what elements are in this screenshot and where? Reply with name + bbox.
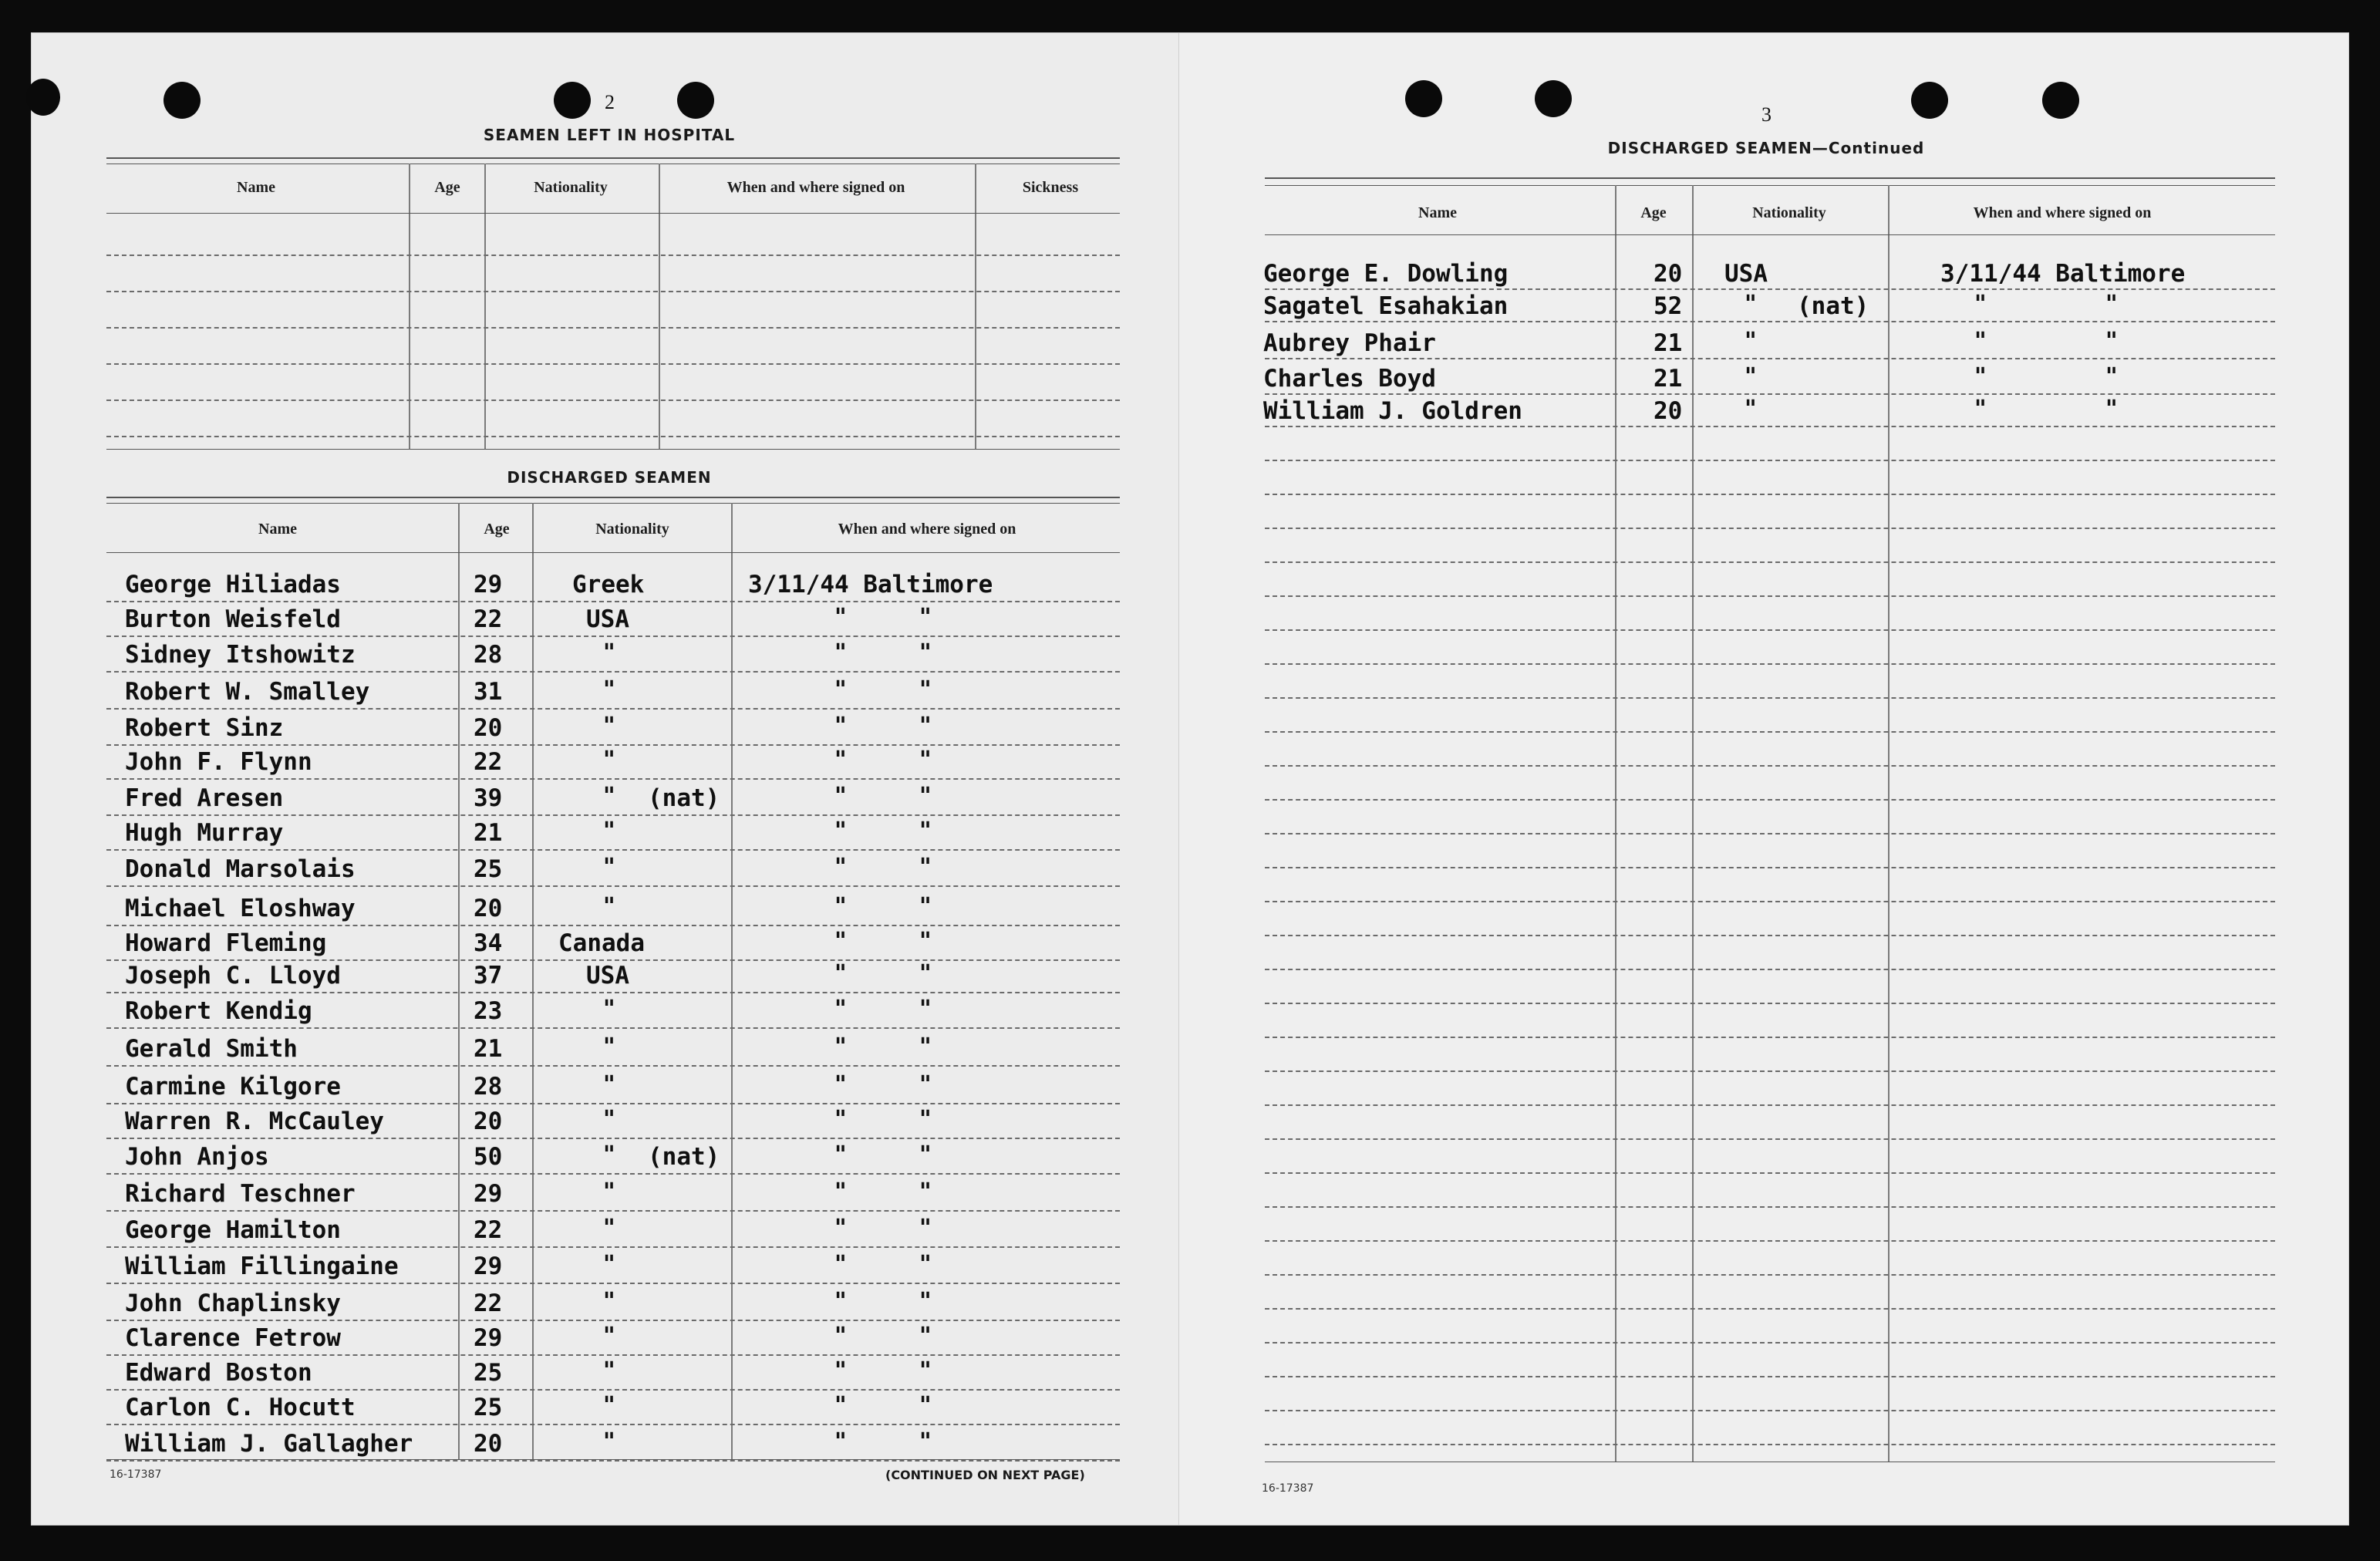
- seaman-name: Clarence Fetrow: [125, 1324, 341, 1352]
- nationality-ditto-mark: ": [603, 639, 615, 666]
- place-ditto-mark: ": [919, 1357, 932, 1384]
- discharged-header-rule: [106, 552, 1120, 553]
- seaman-name: Aubrey Phair: [1263, 329, 1436, 357]
- hospital-row-line: [106, 255, 1120, 257]
- date-ditto-mark: ": [834, 713, 847, 740]
- seaman-name: John Anjos: [125, 1143, 269, 1171]
- nationality-ditto-mark: ": [603, 854, 615, 881]
- seaman-age: 28: [474, 1073, 503, 1101]
- seaman-name: William Fillingaine: [125, 1253, 399, 1280]
- continued-title: DISCHARGED SEAMEN—Continued: [1607, 139, 1925, 157]
- seaman-age: 23: [474, 997, 503, 1025]
- seaman-name: Robert Kendig: [125, 997, 312, 1025]
- table-row-line: [1265, 731, 2275, 733]
- col-header: Name: [1418, 204, 1457, 221]
- seaman-age: 39: [474, 784, 503, 812]
- date-ditto-mark: ": [834, 960, 847, 987]
- seaman-age: 28: [474, 641, 503, 669]
- discharged-bottom-rule: [106, 1459, 1120, 1460]
- discharged-row-line: [106, 601, 1120, 603]
- discharged-row-line: [106, 1173, 1120, 1175]
- discharged-top-rule: [106, 497, 1120, 498]
- seaman-name: Edward Boston: [125, 1359, 312, 1387]
- table-row-line: [1265, 799, 2275, 801]
- table-row-line: [1265, 629, 2275, 632]
- seaman-name: George Hiliadas: [125, 571, 341, 598]
- hospital-top-rule: [106, 157, 1120, 159]
- seaman-age: 31: [474, 678, 503, 706]
- hospital-col-divider: [409, 164, 410, 449]
- discharged-row-line: [106, 708, 1120, 710]
- seaman-age: 21: [474, 819, 503, 847]
- hospital-col-header: Age: [434, 179, 460, 196]
- form-number: 16-17387: [1262, 1482, 1314, 1495]
- table-row-line: [1265, 1138, 2275, 1141]
- date-ditto-mark: ": [834, 1071, 847, 1098]
- left-page: [31, 32, 1189, 1526]
- discharged-row-line: [106, 1354, 1120, 1357]
- place-ditto-mark: ": [919, 747, 932, 774]
- nationality-ditto-mark: ": [603, 1215, 615, 1242]
- date-ditto-mark: ": [1974, 291, 1987, 318]
- seaman-age: 21: [1654, 329, 1683, 357]
- header-rule: [1265, 234, 2275, 235]
- discharged-row-line: [106, 1210, 1120, 1212]
- nationality-ditto-mark: ": [603, 676, 615, 703]
- seaman-age: 52: [1654, 292, 1683, 320]
- place-ditto-mark: ": [919, 818, 932, 845]
- table-row-line: [1265, 1070, 2275, 1073]
- hospital-col-header: Sickness: [1022, 179, 1079, 196]
- seaman-name: William J. Gallagher: [125, 1430, 413, 1458]
- discharged-row-line: [106, 1424, 1120, 1426]
- seaman-age: 22: [474, 605, 503, 633]
- place-ditto-mark: ": [2105, 291, 2118, 318]
- seaman-nationality: USA: [586, 962, 629, 990]
- seaman-name: George Hamilton: [125, 1216, 341, 1244]
- seaman-age: 21: [474, 1035, 503, 1063]
- table-row-line: [1265, 1342, 2275, 1344]
- page-number: 2: [605, 91, 615, 113]
- seaman-age: 29: [474, 571, 503, 598]
- seaman-nat-note: (nat): [1797, 292, 1869, 320]
- table-row-line: [1265, 393, 2275, 396]
- discharged-row-line: [106, 1065, 1120, 1067]
- date-ditto-mark: ": [834, 1251, 847, 1278]
- nationality-ditto-mark: ": [603, 1033, 615, 1060]
- place-ditto-mark: ": [919, 1178, 932, 1205]
- discharged-col-header: Age: [484, 521, 510, 538]
- place-ditto-mark: ": [919, 996, 932, 1023]
- col-header: Age: [1640, 204, 1667, 221]
- table-top-rule: [1265, 177, 2275, 179]
- date-ditto-mark: ": [834, 747, 847, 774]
- place-ditto-mark: ": [919, 960, 932, 987]
- discharged-col-header: Nationality: [595, 521, 669, 538]
- place-ditto-mark: ": [2105, 396, 2118, 423]
- nationality-ditto-mark: ": [603, 1323, 615, 1350]
- discharged-row-line: [106, 1103, 1120, 1105]
- place-ditto-mark: ": [2105, 328, 2118, 355]
- binder-hole: [163, 82, 201, 119]
- binder-hole: [554, 82, 591, 119]
- seaman-name: Hugh Murray: [125, 819, 284, 847]
- seaman-age: 20: [474, 1108, 503, 1135]
- seaman-name: Carmine Kilgore: [125, 1073, 341, 1101]
- place-ditto-mark: ": [919, 928, 932, 955]
- nationality-ditto-mark: ": [1745, 363, 1757, 390]
- table-row-line: [1265, 969, 2275, 971]
- nationality-ditto-mark: ": [603, 1178, 615, 1205]
- table-row-line: [1265, 561, 2275, 564]
- seaman-age: 29: [474, 1253, 503, 1280]
- place-ditto-mark: ": [919, 1215, 932, 1242]
- discharged-row-line: [106, 1027, 1120, 1030]
- place-ditto-mark: ": [919, 893, 932, 920]
- date-ditto-mark: ": [834, 1141, 847, 1168]
- discharged-row-line: [106, 849, 1120, 851]
- date-ditto-mark: ": [834, 1428, 847, 1455]
- table-row-line: [1265, 1206, 2275, 1209]
- hospital-col-header: Name: [237, 179, 275, 196]
- seaman-name: William J. Goldren: [1263, 397, 1522, 425]
- table-row-line: [1265, 697, 2275, 700]
- date-ditto-mark: ": [1974, 396, 1987, 423]
- seaman-name: Joseph C. Lloyd: [125, 962, 341, 990]
- place-ditto-mark: ": [919, 1392, 932, 1419]
- hospital-col-header: When and where signed on: [726, 179, 905, 196]
- nationality-ditto-mark: ": [603, 747, 615, 774]
- table-row-line: [1265, 1037, 2275, 1039]
- place-ditto-mark: ": [919, 639, 932, 666]
- form-number: 16-17387: [110, 1468, 162, 1481]
- place-ditto-mark: ": [919, 1428, 932, 1455]
- discharged-row-line: [106, 925, 1120, 927]
- nationality-ditto-mark: ": [1745, 291, 1757, 318]
- discharged-row-line: [106, 671, 1120, 673]
- binder-hole: [1405, 80, 1442, 117]
- hospital-row-line: [106, 436, 1120, 438]
- seaman-name: Carlon C. Hocutt: [125, 1394, 356, 1421]
- table-row-line: [1265, 1104, 2275, 1107]
- discharged-col-divider: [458, 503, 460, 1459]
- discharged-row-line: [106, 814, 1120, 817]
- table-row-line: [1265, 321, 2275, 323]
- place-ditto-mark: ": [919, 783, 932, 810]
- date-ditto-mark: ": [834, 1178, 847, 1205]
- date-ditto-mark: ": [834, 854, 847, 881]
- nationality-ditto-mark: ": [603, 893, 615, 920]
- discharged-col-header: When and where signed on: [838, 521, 1016, 538]
- date-ditto-mark: ": [834, 639, 847, 666]
- seaman-name: Howard Fleming: [125, 929, 327, 957]
- discharged-row-line: [106, 1246, 1120, 1249]
- table-row-line: [1265, 901, 2275, 903]
- discharged-row-line: [106, 992, 1120, 994]
- table-row-line: [1265, 833, 2275, 835]
- date-ditto-mark: ": [834, 1215, 847, 1242]
- right-page: [1178, 32, 2349, 1526]
- hospital-title: SEAMEN LEFT IN HOSPITAL: [483, 126, 736, 144]
- seaman-name: Robert Sinz: [125, 714, 284, 742]
- seaman-nationality: Greek: [572, 571, 645, 598]
- date-ditto-mark: ": [834, 893, 847, 920]
- table-row-line: [1265, 426, 2275, 428]
- place-ditto-mark: ": [919, 676, 932, 703]
- seaman-age: 20: [1654, 397, 1683, 425]
- table-row-line: [1265, 1376, 2275, 1378]
- seaman-name: Robert W. Smalley: [125, 678, 370, 706]
- nationality-ditto-mark: ": [603, 713, 615, 740]
- place-ditto-mark: ": [919, 1106, 932, 1133]
- col-header: When and where signed on: [1973, 204, 2152, 221]
- binder-hole: [1911, 82, 1948, 119]
- seaman-nationality: USA: [586, 605, 629, 633]
- table-row-line: [1265, 528, 2275, 530]
- binder-hole: [2042, 82, 2079, 119]
- seaman-nationality: Canada: [558, 929, 645, 957]
- seaman-age: 22: [474, 1290, 503, 1317]
- nationality-ditto-mark: ": [603, 1357, 615, 1384]
- place-ditto-mark: ": [2105, 363, 2118, 390]
- seaman-age: 29: [474, 1180, 503, 1208]
- table-row-line: [1265, 1308, 2275, 1310]
- seaman-name: Warren R. McCauley: [125, 1108, 384, 1135]
- seaman-age: 20: [474, 895, 503, 922]
- place-ditto-mark: ": [919, 1141, 932, 1168]
- table-row-line: [1265, 867, 2275, 869]
- place-ditto-mark: ": [919, 1323, 932, 1350]
- place-ditto-mark: ": [919, 713, 932, 740]
- seaman-age: 25: [474, 855, 503, 883]
- nationality-ditto-mark: ": [1745, 396, 1757, 423]
- place-ditto-mark: ": [919, 1288, 932, 1315]
- date-ditto-mark: ": [834, 1357, 847, 1384]
- hospital-header-rule: [106, 213, 1120, 214]
- hospital-col-divider: [484, 164, 486, 449]
- seaman-age: 20: [1654, 260, 1683, 288]
- table-row-line: [1265, 494, 2275, 496]
- discharged-row-line: [106, 1389, 1120, 1391]
- seaman-age: 50: [474, 1143, 503, 1171]
- nationality-ditto-mark: ": [1745, 328, 1757, 355]
- nationality-ditto-mark: ": [603, 1392, 615, 1419]
- date-ditto-mark: ": [1974, 363, 1987, 390]
- date-ditto-mark: ": [834, 1106, 847, 1133]
- nationality-ditto-mark: ": [603, 1251, 615, 1278]
- hospital-row-line: [106, 291, 1120, 293]
- nationality-ditto-mark: ": [603, 783, 615, 810]
- date-ditto-mark: ": [834, 1323, 847, 1350]
- hospital-bottom-rule: [106, 449, 1120, 450]
- seaman-signed-on: 3/11/44 Baltimore: [1940, 260, 2186, 288]
- binder-hole: [26, 79, 60, 116]
- discharged-col-divider: [532, 503, 534, 1459]
- seaman-nationality: USA: [1724, 260, 1768, 288]
- seaman-age: 25: [474, 1394, 503, 1421]
- date-ditto-mark: ": [834, 604, 847, 631]
- seaman-name: Michael Eloshway: [125, 895, 356, 922]
- discharged-col-header: Name: [258, 521, 297, 538]
- table-row-line: [1265, 1444, 2275, 1446]
- table-row-line: [1265, 1240, 2275, 1242]
- hospital-col-header: Nationality: [534, 179, 608, 196]
- col-divider: [1615, 185, 1616, 1462]
- discharged-row-line: [106, 1460, 1120, 1462]
- seaman-signed-on: 3/11/44 Baltimore: [748, 571, 993, 598]
- nationality-ditto-mark: ": [603, 1288, 615, 1315]
- table-top-rule: [1265, 185, 2275, 186]
- nationality-ditto-mark: ": [603, 1428, 615, 1455]
- seaman-name: John Chaplinsky: [125, 1290, 341, 1317]
- discharged-row-line: [106, 778, 1120, 780]
- nationality-ditto-mark: ": [603, 996, 615, 1023]
- discharged-row-line: [106, 1320, 1120, 1322]
- col-header: Nationality: [1752, 204, 1826, 221]
- seaman-age: 29: [474, 1324, 503, 1352]
- hospital-row-line: [106, 400, 1120, 402]
- date-ditto-mark: ": [834, 1392, 847, 1419]
- seaman-name: Charles Boyd: [1263, 365, 1436, 393]
- place-ditto-mark: ": [919, 1071, 932, 1098]
- date-ditto-mark: ": [834, 928, 847, 955]
- seaman-name: John F. Flynn: [125, 748, 312, 776]
- continued-note: (CONTINUED ON NEXT PAGE): [885, 1468, 1085, 1482]
- discharged-top-rule: [106, 503, 1120, 504]
- table-row-line: [1265, 935, 2275, 937]
- col-divider: [1888, 185, 1890, 1462]
- date-ditto-mark: ": [834, 676, 847, 703]
- seaman-age: 21: [1654, 365, 1683, 393]
- date-ditto-mark: ": [834, 996, 847, 1023]
- seaman-age: 37: [474, 962, 503, 990]
- seaman-name: Donald Marsolais: [125, 855, 356, 883]
- place-ditto-mark: ": [919, 854, 932, 881]
- table-row-line: [1265, 1172, 2275, 1175]
- seaman-name: Burton Weisfeld: [125, 605, 341, 633]
- seaman-name: Gerald Smith: [125, 1035, 298, 1063]
- discharged-row-line: [106, 1283, 1120, 1285]
- discharged-row-line: [106, 885, 1120, 888]
- table-row-line: [1265, 1410, 2275, 1412]
- table-row-line: [1265, 358, 2275, 360]
- seaman-age: 20: [474, 714, 503, 742]
- nationality-ditto-mark: ": [603, 818, 615, 845]
- table-row-line: [1265, 663, 2275, 666]
- binder-hole: [677, 82, 714, 119]
- hospital-col-divider: [975, 164, 976, 449]
- table-row-line: [1265, 595, 2275, 598]
- place-ditto-mark: ": [919, 1033, 932, 1060]
- seaman-name: Fred Aresen: [125, 784, 284, 812]
- table-row-line: [1265, 765, 2275, 767]
- table-row-line: [1265, 460, 2275, 462]
- seaman-age: 34: [474, 929, 503, 957]
- date-ditto-mark: ": [834, 783, 847, 810]
- nationality-ditto-mark: ": [603, 1106, 615, 1133]
- seaman-nat-note: (nat): [648, 784, 720, 812]
- hospital-row-line: [106, 363, 1120, 366]
- discharged-col-divider: [731, 503, 733, 1459]
- discharged-title: DISCHARGED SEAMEN: [507, 468, 712, 487]
- seaman-name: Sidney Itshowitz: [125, 641, 356, 669]
- nationality-ditto-mark: ": [603, 1071, 615, 1098]
- place-ditto-mark: ": [919, 604, 932, 631]
- place-ditto-mark: ": [919, 1251, 932, 1278]
- col-divider: [1692, 185, 1694, 1462]
- table-row-line: [1265, 1274, 2275, 1276]
- date-ditto-mark: ": [834, 1033, 847, 1060]
- seaman-age: 20: [474, 1430, 503, 1458]
- nationality-ditto-mark: ": [603, 1141, 615, 1168]
- date-ditto-mark: ": [834, 1288, 847, 1315]
- discharged-row-line: [106, 1138, 1120, 1140]
- discharged-row-line: [106, 636, 1120, 638]
- date-ditto-mark: ": [1974, 328, 1987, 355]
- table-row-line: [1265, 1003, 2275, 1005]
- seaman-name: Richard Teschner: [125, 1180, 356, 1208]
- page-number: 3: [1761, 103, 1772, 126]
- seaman-name: George E. Dowling: [1263, 260, 1509, 288]
- seaman-age: 22: [474, 748, 503, 776]
- binder-hole: [1535, 80, 1572, 117]
- date-ditto-mark: ": [834, 818, 847, 845]
- hospital-col-divider: [659, 164, 660, 449]
- seaman-nat-note: (nat): [648, 1143, 720, 1171]
- seaman-age: 22: [474, 1216, 503, 1244]
- hospital-row-line: [106, 327, 1120, 329]
- table-row-line: [1265, 288, 2275, 291]
- seaman-name: Sagatel Esahakian: [1263, 292, 1509, 320]
- seaman-age: 25: [474, 1359, 503, 1387]
